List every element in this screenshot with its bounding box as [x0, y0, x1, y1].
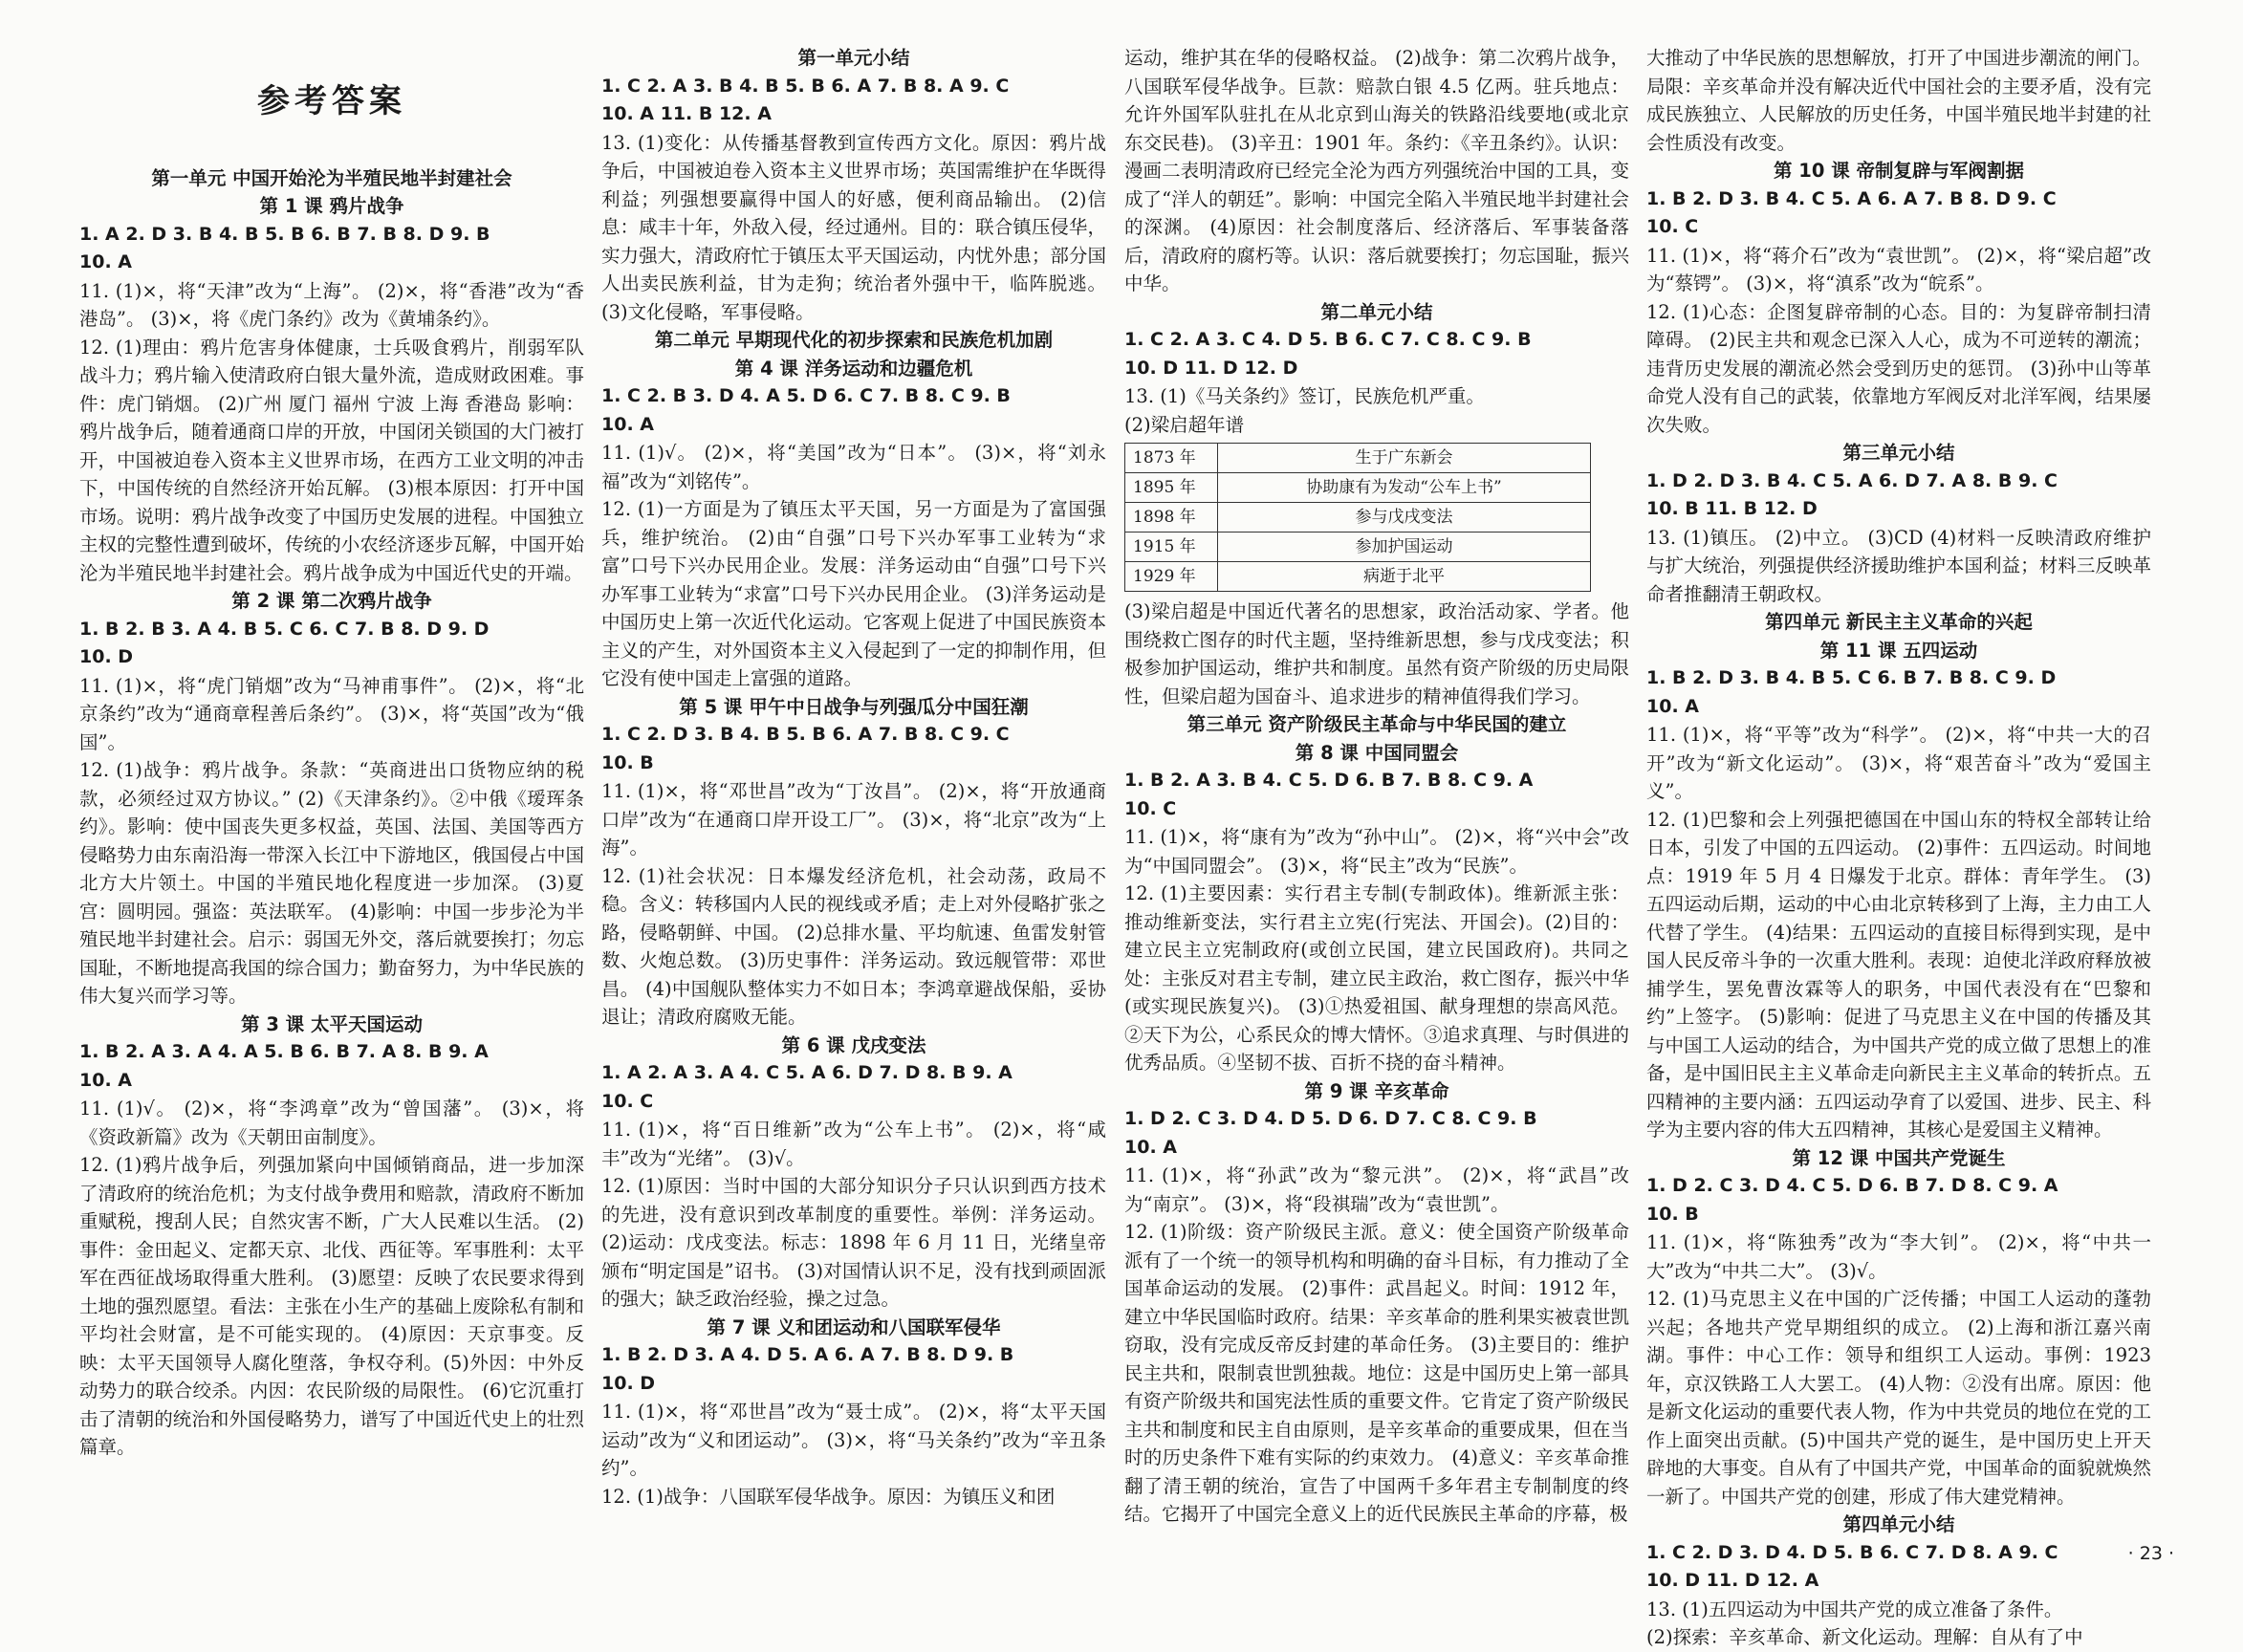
answer-choices-line: 10. B	[1646, 1203, 1699, 1225]
section-heading: 第三单元 资产阶级民主革命与中华民国的建立	[1187, 713, 1567, 735]
answer-paragraph: 11. (1)×，将“邓世昌”改为“丁汝昌”。 (2)×，将“开放通商口岸”改为“在通商口岸开设工厂”。 (3)×，将“北京”改为“上海”。	[601, 780, 1106, 859]
answer-paragraph: 12. (1)社会状况：日本爆发经济危机，社会动荡，政局不稳。含义：转移国内人民的视线或矛盾；走上对外侵略扩张之路，侵略朝鲜、中国。 (2)总排水量、平均航速、鱼雷发射管数、火炮总数。 (3)历史事件：洋务运动。致远舰管带：邓世昌。 (4)中国舰队整体实力不如日本；李鸿章避战保船，妥协退让；清政府腐败无能。	[601, 864, 1106, 1028]
answer-paragraph: 运动，维护其在华的侵略权益。 (2)战争：第二次鸦片战争，八国联军侵华战争。巨款：赔款白银 4.5 亿两。驻兵地点：允许外国军队驻扎在从北京到山海关的铁路沿线要地(或北京东交民巷)。 (3)辛丑：1901 年。条约：《辛丑条约》。认识：漫画二表明清政府已经完全沦为西方列强统治中国的工具，变成了“洋人的朝廷”。影响：中国完全陷入半殖民地半封建社会的深渊。 (4)原因：社会制度落后、经济落后、军事装备落后，清政府的腐朽等。认识：落后就要挨打；勿忘国耻，振兴中华。	[1124, 47, 1629, 294]
answer-choices-line: 1. C 2. D 3. D 4. D 5. B 6. C 7. D 8. A 9. C	[1646, 1541, 2058, 1563]
timeline-row	[1125, 533, 1591, 562]
column-1	[79, 44, 584, 1462]
answer-choices-line: 10. D	[601, 1372, 656, 1394]
answer-choices-line: 1. C 2. A 3. B 4. B 5. B 6. A 7. B 8. A 9. C	[601, 75, 1010, 97]
page-number: · 23 ·	[2127, 1543, 2174, 1564]
answer-paragraph: 12. (1)马克思主义在中国的广泛传播；中国工人运动的蓬勃兴起；各地共产党早期组织的成立。 (2)上海和浙江嘉兴南湖。事件：中心工作：领导和组织工人运动。事例：1923 年，京汉铁路工人大罢工。 (4)人物：②没有出席。原因：他是新文化运动的重要代表人物，作为中共党员的地位在党的工作上面突出贡献。(5)中国共产党的诞生，是中国历史上开天辟地的大事变。自从有了中国共产党，中国革命的面貌就焕然一新了。中国共产党的创建，形成了伟大建党精神。	[1646, 1288, 2151, 1508]
answer-paragraph: 12. (1)阶级：资产阶级民主派。意义：使全国资产阶级革命派有了一个统一的领导机构和明确的奋斗目标，有力推动了全国革命运动的发展。 (2)事件：武昌起义。时间：1912 年，建立中华民国临时政府。结果：辛亥革命的胜利果实被袁世凯窃取，没有完成反帝反封建的革命任务。 (3)主要目的：维护民主共和，限制袁世凯独裁。地位：这是中国历史上第一部具有资产阶级共和国宪法性质的重要文件。它肯定了资产阶级民主共和制度和民主自由原则，是辛亥革命的重要成果，但在当时的历史条件下难有实际的约束效力。 (4)意义：辛亥革命推翻了清王朝的统治，宣告了中国两千多年君主专制制度的终结。它揭开了中国完全意义上的近代民族民主革命的序幕，极	[1124, 1221, 1629, 1525]
page-title: 参考答案	[257, 82, 406, 120]
timeline-year: 1898 年	[1125, 503, 1218, 533]
answer-paragraph: 13. (1)五四运动为中国共产党的成立准备了条件。	[1646, 1598, 2063, 1620]
answer-paragraph: 12. (1)战争：鸦片战争。条款：“英商进出口货物应纳的税款，必须经过双方协议。” (2)《天津条约》。②中俄《瑷珲条约》。影响：使中国丧失更多权益，英国、法国、美国等西方侵略势力由东南沿海一带深入长江中下游地区，俄国侵占中国北方大片领土。中国的半殖民地化程度进一步加深。 (3)夏宫：圆明园。强盗：英法联军。 (4)影响：中国一步步沦为半殖民地半封建社会。启示：弱国无外交，落后就要挨打；勿忘国耻，不断地提高我国的综合国力；勤奋努力，为中华民族的伟大复兴而学习等。	[79, 759, 584, 1007]
timeline-year: 1915 年	[1125, 533, 1218, 562]
timeline-event: 参与戊戌变法	[1218, 503, 1591, 533]
column-1-body	[79, 164, 584, 1462]
column-3	[1124, 44, 1629, 1529]
column-2	[601, 44, 1106, 1511]
answer-paragraph: (3)梁启超是中国近代著名的思想家，政治活动家、学者。他围绕救亡图存的时代主题，坚持维新思想，参与戊戌变法；积极参加护国运动，维护共和制度。虽然有资产阶级的历史局限性，但梁启超为国奋斗、追求进步的精神值得我们学习。	[1124, 600, 1629, 707]
section-heading: 第 7 课 义和团运动和八国联军侵华	[707, 1315, 1001, 1338]
column-3-body-top	[1124, 44, 1629, 439]
answer-paragraph: 11. (1)×，将“天津”改为“上海”。 (2)×，将“香港”改为“香港岛”。 (3)×，将《虎门条约》改为《黄埔条约》。	[79, 279, 584, 330]
answer-choices-line: 10. A	[79, 251, 132, 272]
answer-choices-line: 10. C	[601, 1090, 654, 1112]
answer-paragraph: 12. (1)鸦片战争后，列强加紧向中国倾销商品，进一步加深了清政府的统治危机；为支付战争费用和赔款，清政府不断加重赋税，搜刮人民；自然灾害不断，广大人民难以生活。 (2)事件：金田起义、定都天京、北伐、西征等。军事胜利：太平军在西征战场取得重大胜利。 (3)愿望：反映了农民要求得到土地的强烈愿望。看法：主张在小生产的基础上废除私有制和平均社会财富，是不可能实现的。 (4)原因：天京事变。反映：太平天国领导人腐化堕落，争权夺利。(5)外因：中外反动势力的联合绞杀。内因：农民阶级的局限性。 (6)它沉重打击了清朝的统治和外国侵略势力，谱写了中国近代史上的壮烈篇章。	[79, 1154, 584, 1458]
answer-paragraph: 12. (1)战争：八国联军侵华战争。原因：为镇压义和团	[601, 1485, 1056, 1508]
timeline-event: 协助康有为发动“公车上书”	[1218, 473, 1591, 503]
answer-choices-line: 1. B 2. A 3. A 4. A 5. B 6. B 7. A 8. B 9. A	[79, 1041, 489, 1062]
section-heading: 第 12 课 中国共产党诞生	[1792, 1146, 2006, 1169]
liang-qichao-timeline-table	[1124, 443, 1591, 592]
answer-paragraph: 11. (1)×，将“百日维新”改为“公车上书”。 (2)×，将“咸丰”改为“光绪”。 (3)√。	[601, 1119, 1106, 1169]
section-heading: 第 5 课 甲午中日战争与列强瓜分中国狂潮	[679, 695, 1029, 718]
timeline-event: 病逝于北平	[1218, 562, 1591, 592]
answer-paragraph: 11. (1)×，将“虎门销烟”改为“马神甫事件”。 (2)×，将“北京条约”改为“通商章程善后条约”。 (3)×，将“英国”改为“俄国”。	[79, 674, 584, 753]
answer-paragraph: 11. (1)×，将“蒋介石”改为“袁世凯”。 (2)×，将“梁启超”改为“蔡锷”。 (3)×，将“滇系”改为“皖系”。	[1646, 244, 2151, 294]
answer-paragraph: 11. (1)×，将“邓世昌”改为“聂士成”。 (2)×，将“太平天国运动”改为“义和团运动”。 (3)×，将“马关条约”改为“辛丑条约”。	[601, 1401, 1106, 1479]
answer-paragraph: 13. (1)变化：从传播基督教到宣传西方文化。原因：鸦片战争后，中国被迫卷入资本主义世界市场；英国需维护在华既得利益；列强想要赢得中国人的好感，便利商品输出。 (2)信息：咸丰十年，外敌入侵，经过通州。目的：联合镇压侵华，实力强大，清政府忙于镇压太平天国运动，内忧外患；部分国人出卖民族利益，甘为走狗；统治者外强中干，临阵脱逃。 (3)文化侵略，军事侵略。	[601, 131, 1106, 323]
section-heading: 第 11 课 五四运动	[1819, 639, 1978, 662]
timeline-year: 1895 年	[1125, 473, 1218, 503]
answer-choices-line: 1. B 2. D 3. B 4. B 5. C 6. B 7. B 8. C 9. D	[1646, 667, 2057, 688]
answer-paragraph: 11. (1)×，将“孙武”改为“黎元洪”。 (2)×，将“武昌”改为“南京”。 (3)×，将“段祺瑞”改为“袁世凯”。	[1124, 1164, 1629, 1215]
answer-choices-line: 1. D 2. C 3. D 4. D 5. D 6. D 7. C 8. C 9. B	[1124, 1108, 1537, 1129]
answer-choices-line: 1. B 2. D 3. A 4. D 5. A 6. A 7. B 8. D 9. B	[601, 1344, 1014, 1365]
answer-choices-line: 10. D 11. D 12. D	[1124, 357, 1298, 379]
section-heading: 第二单元小结	[1320, 300, 1433, 323]
timeline-year: 1929 年	[1125, 562, 1218, 592]
section-heading: 第 9 课 辛亥革命	[1304, 1079, 1449, 1102]
timeline-event: 参加护国运动	[1218, 533, 1591, 562]
answer-choices-line: 10. A	[1646, 695, 1699, 717]
answer-paragraph: 12. (1)巴黎和会上列强把德国在中国山东的特权全部转让给日本，引发了中国的五四运动。 (2)事件：五四运动。时间地点：1919 年 5 月 4 日爆发于北京。群体：青年学生。 (3)五四运动后期，运动的中心由北京转移到了上海，主力由工人代替了学生。 (4)结果：五四运动的直接目标得到实现，是中国人民反帝斗争的一次重大胜利。表现：迫使北洋政府释放被捕学生，罢免曹汝霖等人的职务，中国代表没有在“巴黎和约”上签字。 (5)影响：促进了马克思主义在中国的传播及其与中国工人运动的结合，为中国共产党的成立做了思想上的准备，是中国旧民主主义革命走向新民主主义革命的转折点。五四精神的主要内涵：五四运动孕育了以爱国、进步、民主、科学为主要内容的伟大五四精神，其核心是爱国主义精神。	[1646, 808, 2151, 1141]
timeline-event: 生于广东新会	[1218, 444, 1591, 473]
answer-paragraph: 12. (1)一方面是为了镇压太平天国，另一方面是为了富国强兵，维护统治。 (2)由“自强”口号下兴办军事工业转为“求富”口号下兴办民用企业。发展：洋务运动由“自强”口号下兴办军事工业转为“求富”口号下兴办民用企业。 (3)洋务运动是中国历史上第一次近代化运动。它客观上促进了中国民族资本主义的产生，对外国资本主义入侵起到了一定的抑制作用，但它没有使中国走上富强的道路。	[601, 498, 1106, 689]
timeline-row	[1125, 444, 1591, 473]
answer-paragraph: 13. (1)《马关条约》签订，民族危机严重。	[1124, 385, 1485, 407]
answer-paragraph: 13. (1)镇压。 (2)中立。 (3)CD (4)材料一反映清政府维护与扩大统治，列强提供经济援助维护本国利益；材料三反映革命者推翻清王朝政权。	[1646, 526, 2151, 605]
answer-paragraph: 11. (1)×，将“平等”改为“科学”。 (2)×，将“中共一大的召开”改为“新文化运动”。 (3)×，将“艰苦奋斗”改为“爱国主义”。	[1646, 724, 2151, 802]
answer-choices-line: 10. B	[601, 751, 654, 773]
answer-choices-line: 10. A	[1124, 1136, 1177, 1158]
answer-paragraph: 12. (1)理由：鸦片危害身体健康，士兵吸食鸦片，削弱军队战斗力；鸦片输入使清政府白银大量外流，造成财政困难。事件：虎门销烟。 (2)广州 厦门 福州 宁波 上海 香港岛 影响：鸦片战争后，随着通商口岸的开放，中国闭关锁国的大门被打开，中国被迫卷入资本主义世界市场，在西方工业文明的冲击下，中国传统的自然经济开始瓦解。 (3)根本原因：打开中国市场。说明：鸦片战争改变了中国历史发展的进程。中国独立主权的完整性遭到破坏，传统的小农经济逐步瓦解，中国开始沦为半殖民地半封建社会。鸦片战争成为中国近代史的开端。	[79, 336, 584, 584]
column-3-body-bottom	[1124, 598, 1629, 1529]
section-heading: 第 4 课 洋务运动和边疆危机	[734, 357, 973, 380]
answer-choices-line: 10. B 11. B 12. D	[1646, 498, 1818, 519]
answer-choices-line: 10. A	[601, 413, 654, 435]
answer-choices-line: 1. B 2. D 3. B 4. C 5. A 6. A 7. B 8. D 9. C	[1646, 187, 2057, 209]
answer-choices-line: 1. D 2. C 3. D 4. C 5. D 6. B 7. D 8. C 9. A	[1646, 1175, 2058, 1196]
timeline-row	[1125, 503, 1591, 533]
section-heading: 第一单元小结	[797, 47, 910, 69]
section-heading: 第二单元 早期现代化的初步探索和民族危机加剧	[654, 329, 1054, 351]
answer-paragraph: (2)梁启超年谱	[1124, 413, 1245, 436]
section-heading: 第 8 课 中国同盟会	[1295, 741, 1459, 764]
answer-choices-line: 10. C	[1124, 797, 1177, 819]
answer-choices-line: 1. B 2. A 3. B 4. C 5. D 6. B 7. B 8. C 9. A	[1124, 770, 1534, 791]
column-4-body	[1646, 44, 2151, 1652]
section-heading: 第 10 课 帝制复辟与军阀割据	[1773, 160, 2024, 182]
answer-paragraph: 11. (1)√。 (2)×，将“美国”改为“日本”。 (3)×，将“刘永福”改为“刘铭传”。	[601, 442, 1106, 492]
answer-choices-line: 1. A 2. D 3. B 4. B 5. B 6. B 7. B 8. D 9. B	[79, 223, 490, 245]
answer-paragraph: (2)探索：辛亥革命、新文化运动。理解：自从有了中	[1646, 1626, 2083, 1648]
section-heading: 第 1 课 鸦片战争	[259, 195, 404, 217]
section-heading: 第 2 课 第二次鸦片战争	[231, 590, 432, 612]
answer-choices-line: 10. A	[79, 1069, 132, 1091]
answer-choices-line: 1. C 2. B 3. D 4. A 5. D 6. C 7. B 8. C 9. B	[601, 385, 1011, 406]
answer-choices-line: 1. B 2. B 3. A 4. B 5. C 6. C 7. B 8. D 9. D	[79, 618, 490, 640]
answer-choices-line: 10. D 11. D 12. A	[1646, 1570, 1819, 1591]
section-heading: 第 3 课 太平天国运动	[241, 1012, 423, 1035]
answer-choices-line: 1. A 2. A 3. A 4. C 5. A 6. D 7. D 8. B 9. A	[601, 1062, 1013, 1083]
section-heading: 第 6 课 戊戌变法	[781, 1033, 926, 1056]
answer-choices-line: 10. A 11. B 12. A	[601, 103, 772, 124]
timeline-row	[1125, 473, 1591, 503]
answer-paragraph: 12. (1)原因：当时中国的大部分知识分子只认识到西方技术的先进，没有意识到改革制度的重要性。举例：洋务运动。 (2)运动：戊戌变法。标志：1898 年 6 月 11 日，光绪皇帝颁布“明定国是”诏书。 (3)对国情认识不足，没有找到顽固派的强大；缺乏政治经验，操之过急。	[601, 1175, 1106, 1310]
answer-choices-line: 10. D	[79, 646, 134, 667]
answer-choices-line: 10. C	[1646, 216, 1699, 237]
answer-paragraph: 12. (1)心态：企图复辟帝制的心态。目的：为复辟帝制扫清障碍。 (2)民主共和观念已深入人心，成为不可逆转的潮流；违背历史发展的潮流必然会受到历史的惩罚。 (3)孙中山等革命党人没有自己的武装，依靠地方军阀反对北洋军阀，结果屡次失败。	[1646, 300, 2151, 436]
answer-choices-line: 1. C 2. A 3. C 4. D 5. B 6. C 7. C 8. C 9. B	[1124, 329, 1532, 350]
answer-paragraph: 11. (1)√。 (2)×，将“李鸿章”改为“曾国藩”。 (3)×，将《资政新篇》改为《天朝田亩制度》。	[79, 1098, 584, 1148]
answer-paragraph: 12. (1)主要因素：实行君主专制(专制政体)。维新派主张：推动维新变法，实行君主立宪(行宪法、开国会)。(2)目的：建立民主立宪制政府(或创立民国，建立民国政府)。共同之处：主张反对君主专制，建立民主政治，救亡图存，振兴中华(或实现民族复兴)。 (3)①热爱祖国、献身理想的崇高风范。②天下为公，心系民众的博大情怀。③追求真理、与时俱进的优秀品质。④坚韧不拔、百折不挠的奋斗精神。	[1124, 882, 1629, 1074]
column-2-body	[601, 44, 1106, 1511]
timeline-row	[1125, 562, 1591, 592]
section-heading: 第三单元小结	[1842, 442, 1955, 464]
answer-choices-line: 1. D 2. D 3. B 4. C 5. A 6. D 7. A 8. B 9. C	[1646, 469, 2058, 491]
section-heading: 第四单元小结	[1842, 1513, 1955, 1535]
answer-paragraph: 11. (1)×，将“陈独秀”改为“李大钊”。 (2)×，将“中共一大”改为“中共二大”。 (3)√。	[1646, 1231, 2151, 1282]
timeline-year: 1873 年	[1125, 444, 1218, 473]
section-heading: 第四单元 新民主主义革命的兴起	[1765, 611, 2033, 633]
answer-paragraph: 11. (1)×，将“康有为”改为“孙中山”。 (2)×，将“兴中会”改为“中国同盟会”。 (3)×，将“民主”改为“民族”。	[1124, 826, 1629, 877]
answer-choices-line: 1. C 2. D 3. B 4. B 5. B 6. A 7. B 8. C 9. C	[601, 724, 1010, 745]
section-heading: 第一单元 中国开始沦为半殖民地半封建社会	[151, 166, 512, 189]
column-4	[1646, 44, 2151, 1652]
answer-paragraph: 大推动了中华民族的思想解放，打开了中国进步潮流的闸门。局限：辛亥革命并没有解决近代中国社会的主要矛盾，没有完成民族独立、人民解放的历史任务，中国半殖民地半封建的社会性质没有改变。	[1646, 47, 2151, 154]
